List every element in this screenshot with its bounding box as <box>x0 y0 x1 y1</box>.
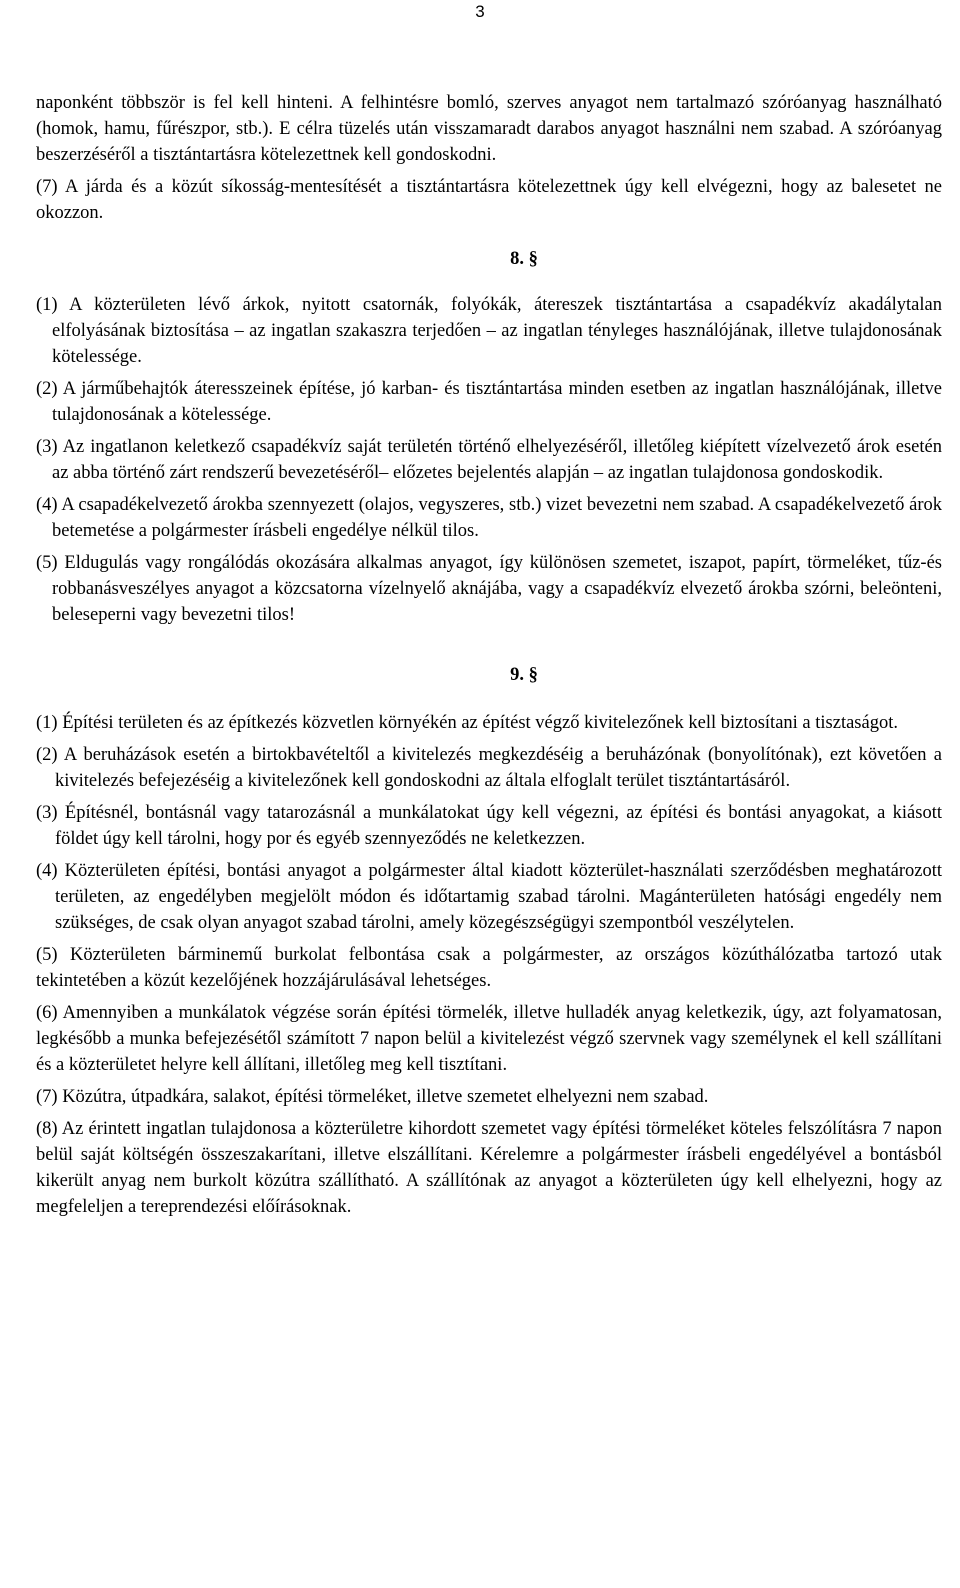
section-9-item-4: (4) Közterületen építési, bontási anyagot a polgármester által kiadott közterület-használati szerződésben meghatározott területen, az engedélyben megjelölt módon és időtartamig szabad tárolni. Magánterületen hatósági engedély nem szükséges, de csak olyan anyagot szabad tárolni, amely közegészségügyi szempontból veszélytelen. <box>36 861 942 933</box>
section-9-item-7: (7) Közútra, útpadkára, salakot, építési törmeléket, illetve szemetet elhelyezni nem szabad. <box>36 1087 709 1107</box>
intro-paragraph: naponként többször is fel kell hinteni. A felhintésre bomló, szerves anyagot nem tartalmazó szóróanyag használható (homok, hamu, fűrészpor, stb.). E célra tüzelés után visszamaradt darabos anyagot használni nem szabad. A szóróanyag beszerzéséről a tisztántartásra kötelezettnek kell gondoskodni. <box>36 93 942 165</box>
section-8-item-5: (5) Eldugulás vagy rongálódás okozására alkalmas anyagot, így különösen szemetet, iszapot, papírt, törmeléket, tűz-és robbanásveszélyes anyagot a közcsatorna vízelnyelő aknájába, vagy a csapadékvíz elvezető árokba szórni, beleönteni, beleseperni vagy bevezetni tilos! <box>36 553 942 625</box>
section-9-title: 9. § <box>510 665 538 685</box>
section-9-item-6: (6) Amennyiben a munkálatok végzése során építési törmelék, illetve hulladék anyag keletkezik, úgy, azt folyamatosan, legkésőbb a munka befejezésétől számított 7 napon belül a kivitelezést végző szervnek vagy személynek el kell szállítani és a közterületet helyre kell állítani, illetőleg meg kell tisztítani. <box>36 1003 942 1075</box>
section-8-title: 8. § <box>510 249 538 269</box>
section-9-item-2: (2) A beruházások esetén a birtokbavételtől a kivitelezés megkezdéséig a beruházónak (bonyolítónak), ezt követően a kivitelezés befejezéséig a kivitelezőnek kell gondoskodni az általa elfoglalt terület tisztántartásáról. <box>36 745 942 791</box>
section-8-item-1: (1) A közterületen lévő árkok, nyitott csatornák, folyókák, átereszek tisztántartása a csapadékvíz akadálytalan elfolyásának biztosítása – az ingatlan szakaszra terjedően – az ingatlan tényleges használójának, illetve tulajdonosának kötelessége. <box>36 295 942 367</box>
section-8-item-4: (4) A csapadékelvezető árokba szennyezett (olajos, vegyszeres, stb.) vizet bevezetni nem szabad. A csapadékelvezető árok betemetése a polgármester írásbeli engedélye nélkül tilos. <box>36 495 942 541</box>
section-8-item-3: (3) Az ingatlanon keletkező csapadékvíz saját területén történő elhelyezéséről, illetőleg kiépített vízelvezető árok esetén az abba történő zárt rendszerű bevezetéséről– előzetes bejelentés alapján – az ingatlan tulajdonosa gondoskodik. <box>36 437 942 483</box>
section-9-item-3: (3) Építésnél, bontásnál vagy tatarozásnál a munkálatokat úgy kell végezni, az építési és bontási anyagokat, a kiásott földet úgy kell tárolni, hogy por és egyéb szennyeződés ne keletkezzen. <box>36 803 942 849</box>
section-9-item-8: (8) Az érintett ingatlan tulajdonosa a közterületre kihordott szemetet vagy építési törmeléket köteles felszólításra 7 napon belül saját költségén összeszakarítani, illetve elszállítani. Kérelemre a polgármester írásbeli engedélyével a bontásból kikerült anyag nem burkolt közútra szállítható. A szállítónak az anyagot a közterületen úgy kell elhelyezni, hogy az megfeleljen a tereprendezési előírásoknak. <box>36 1119 942 1217</box>
section-9-item-5: (5) Közterületen bárminemű burkolat felbontása csak a polgármester, az országos közúthálózatba tartozó utak tekintetében a közút kezelőjének hozzájárulásával lehetséges. <box>36 945 942 991</box>
paragraph-7: (7) A járda és a közút síkosság-mentesítését a tisztántartásra kötelezettnek úgy kell elvégezni, hogy az balesetet ne okozzon. <box>36 177 942 223</box>
section-8-item-2: (2) A járműbehajtók áteresszeinek építése, jó karban- és tisztántartása minden esetben az ingatlan használójának, illetve tulajdonosának a kötelessége. <box>36 379 942 425</box>
section-9-item-1: (1) Építési területen és az építkezés közvetlen környékén az építést végző kivitelezőnek kell biztosítani a tisztaságot. <box>36 713 898 733</box>
page-number: 3 <box>475 2 485 21</box>
document-body <box>36 90 942 1226</box>
